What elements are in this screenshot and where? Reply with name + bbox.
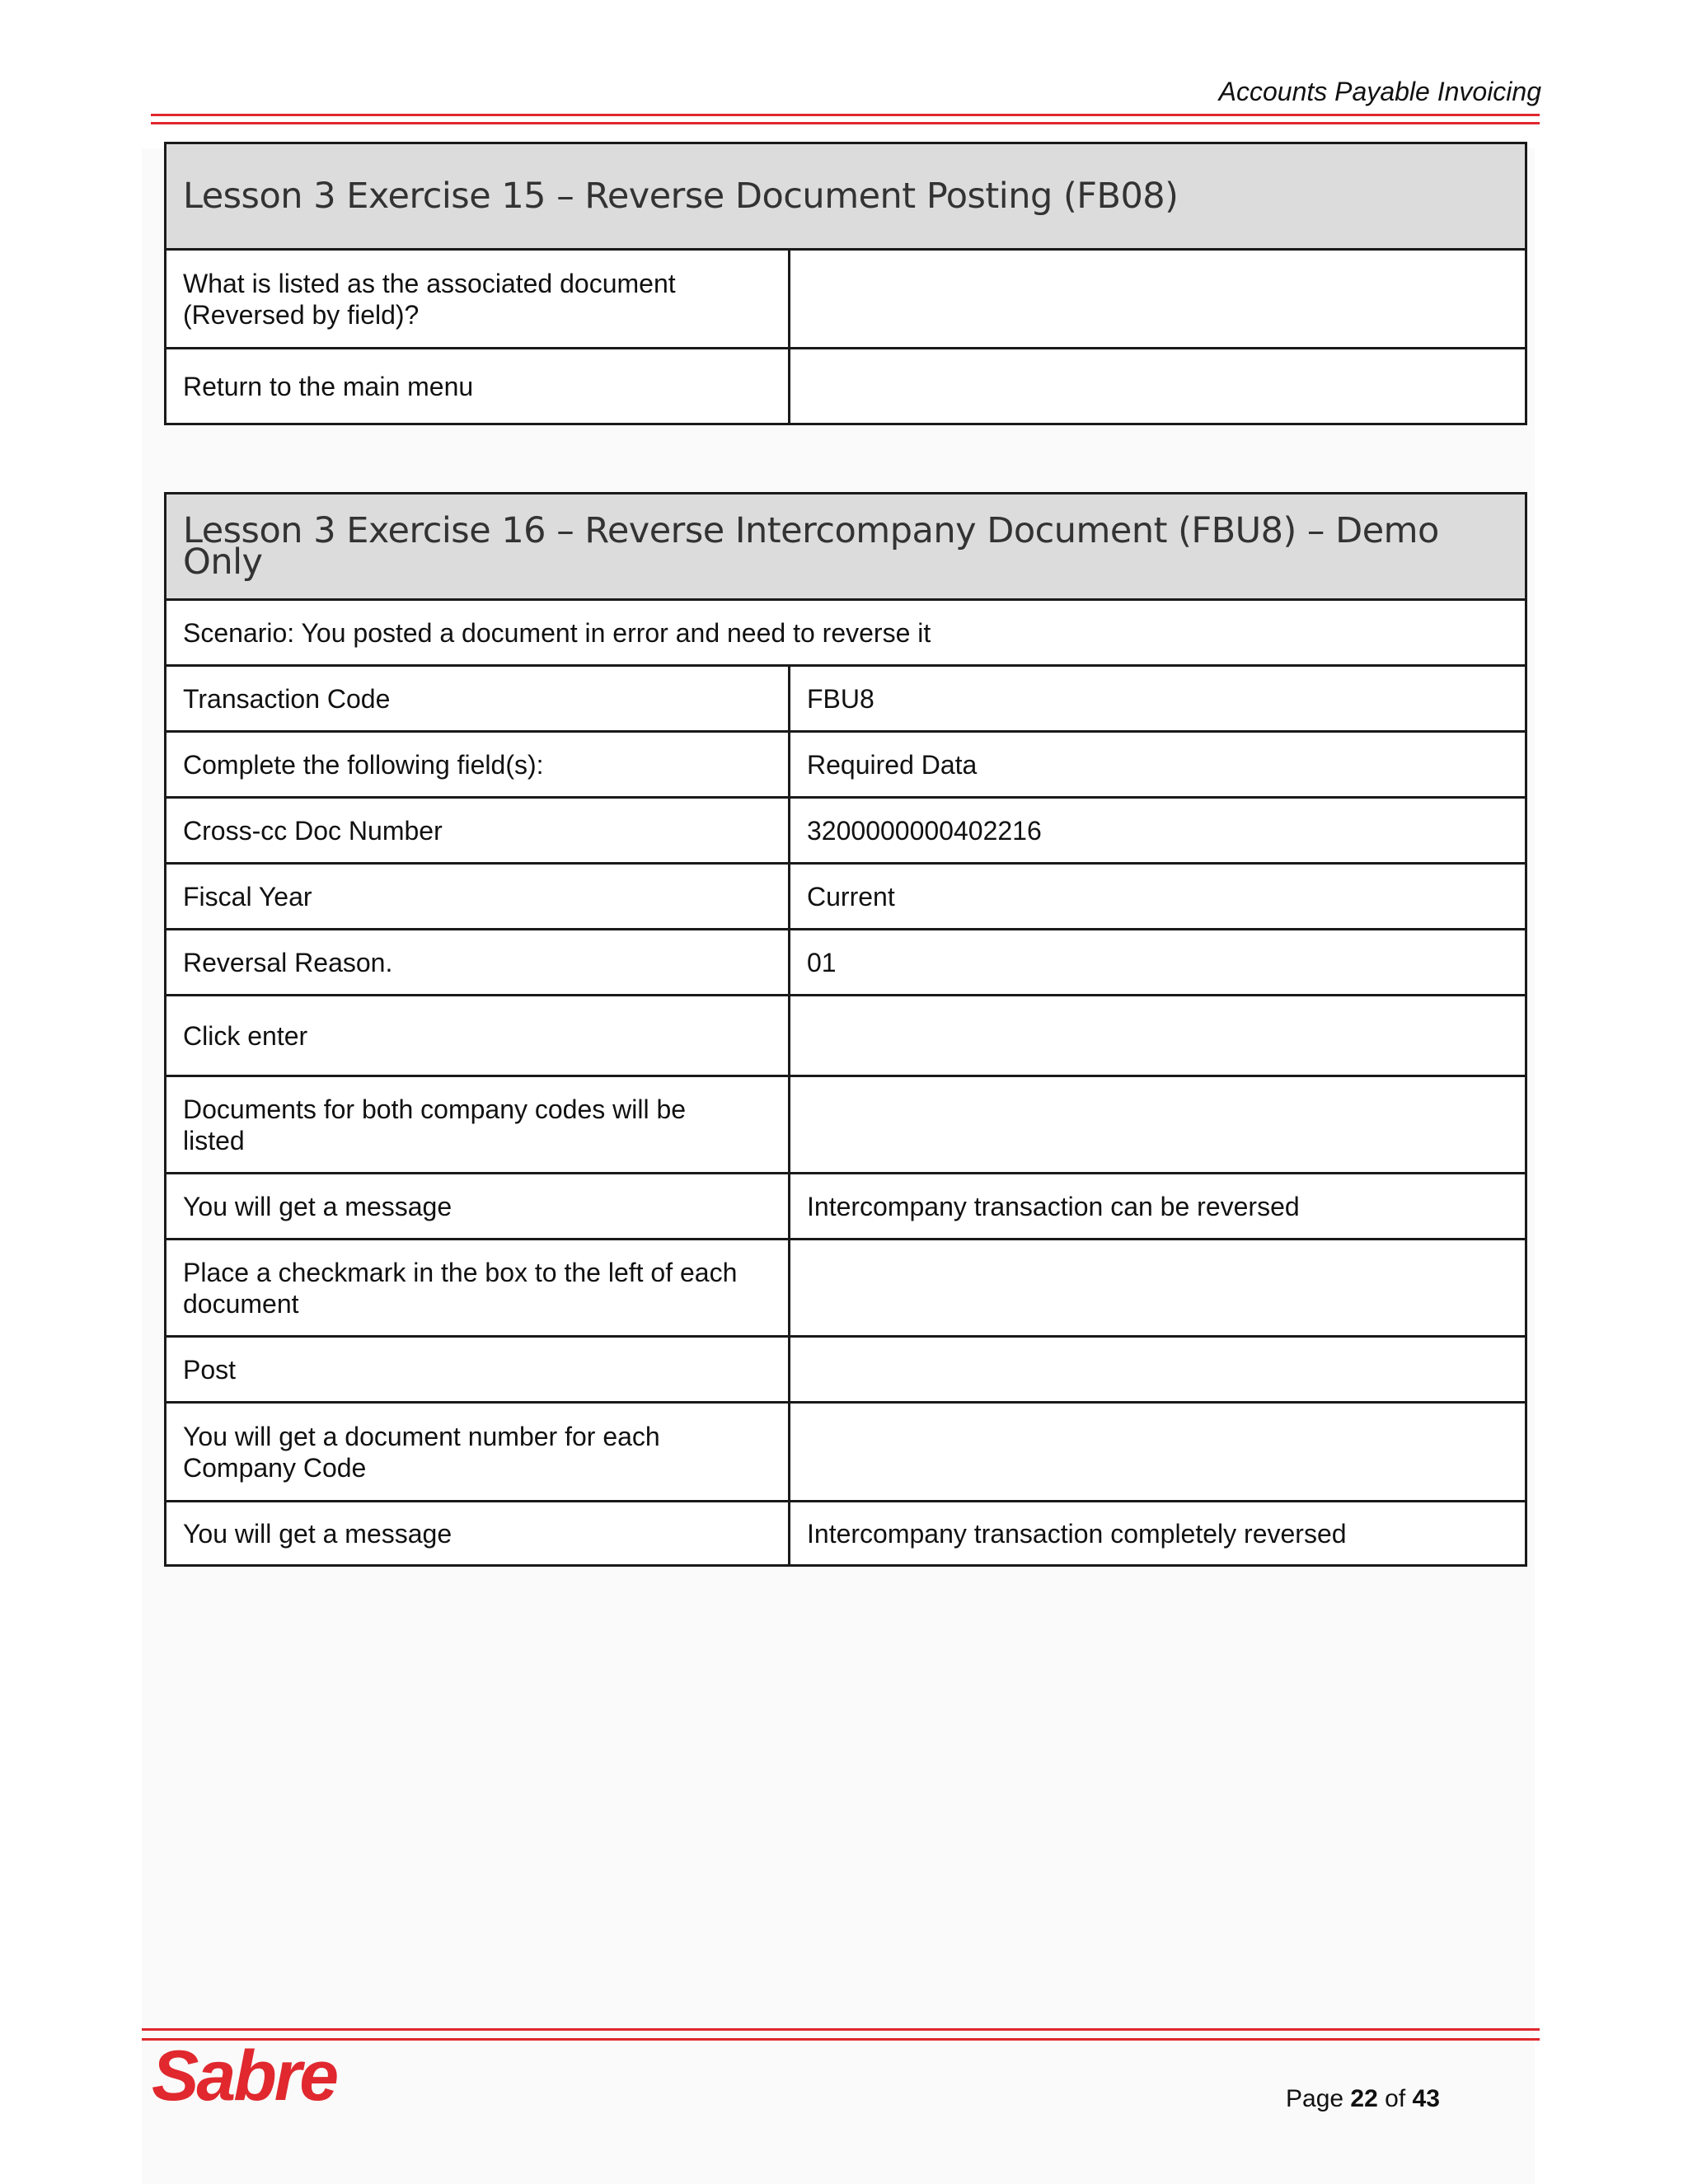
sabre-logo-text: Sabre (152, 2042, 337, 2113)
exercise-16-row-10-right (790, 1403, 1526, 1502)
exercise-16-row-0-left: Transaction Code (166, 666, 790, 732)
table-row (166, 996, 1526, 1076)
exercise-16-row-9-left: Post (166, 1337, 790, 1403)
exercise-16-row-8-right (790, 1240, 1526, 1337)
exercise-16-row-4-left: Reversal Reason. (166, 930, 790, 996)
page-label: Page (1286, 2085, 1344, 2112)
exercise-16-table (164, 492, 1527, 1567)
exercise-16-row-1-left: Complete the following field(s): (166, 732, 790, 798)
table-row (166, 732, 1526, 798)
table-row (166, 666, 1526, 732)
exercise-15-table (164, 142, 1527, 425)
table-row (166, 798, 1526, 864)
exercise-16-row-0-right: FBU8 (790, 666, 1526, 732)
header-rule (151, 114, 1540, 116)
exercise-16-row-9-right (790, 1337, 1526, 1403)
table-row (166, 1502, 1526, 1566)
exercise-15-row-0-left: What is listed as the associated document (Reversed by field)? (166, 250, 790, 349)
table-row (166, 600, 1526, 666)
footer-rule (142, 2038, 1540, 2041)
exercise-16-row-11-right: Intercompany transaction completely reversed (790, 1502, 1526, 1566)
exercise-16-row-4-right: 01 (790, 930, 1526, 996)
exercise-15-row-1-right (790, 349, 1526, 424)
exercise-16-row-2-left: Cross-cc Doc Number (166, 798, 790, 864)
exercise-16-row-7-right: Intercompany transaction can be reversed (790, 1174, 1526, 1240)
exercise-16-row-2-right: 3200000000402216 (790, 798, 1526, 864)
exercise-16-row-7-left: You will get a message (166, 1174, 790, 1240)
table-row (166, 1240, 1526, 1337)
exercise-16-row-3-right: Current (790, 864, 1526, 930)
exercise-15-row-1-left: Return to the main menu (166, 349, 790, 424)
sabre-logo (150, 2042, 407, 2113)
table-row (166, 864, 1526, 930)
exercise-16-row-3-left: Fiscal Year (166, 864, 790, 930)
table-row (166, 1174, 1526, 1240)
page-current: 22 (1350, 2085, 1378, 2112)
footer-rule (142, 2028, 1540, 2031)
table-row (166, 250, 1526, 349)
exercise-16-row-1-right: Required Data (790, 732, 1526, 798)
exercise-16-row-6-left: Documents for both company codes will be listed (166, 1076, 790, 1174)
table-row (166, 1403, 1526, 1502)
exercise-15-title: Lesson 3 Exercise 15 – Reverse Document Posting (FB08) (166, 143, 1526, 250)
header-title: Accounts Payable Invoicing (1218, 77, 1541, 106)
table-row (166, 1337, 1526, 1403)
table-row (166, 1076, 1526, 1174)
exercise-16-row-6-right (790, 1076, 1526, 1174)
page-number (1286, 2085, 1440, 2113)
page-total: 43 (1412, 2085, 1440, 2112)
exercise-16-row-11-left: You will get a message (166, 1502, 790, 1566)
exercise-15-row-0-right (790, 250, 1526, 349)
exercise-16-row-8-left: Place a checkmark in the box to the left of each document (166, 1240, 790, 1337)
header-rule (151, 122, 1540, 124)
exercise-16-row-10-left: You will get a document number for each Company Code (166, 1403, 790, 1502)
page-of: of (1385, 2085, 1406, 2112)
table-row (166, 930, 1526, 996)
table-row (166, 349, 1526, 424)
exercise-16-title: Lesson 3 Exercise 16 – Reverse Intercompany Document (FBU8) – Demo Only (166, 494, 1526, 600)
exercise-16-row-5-right (790, 996, 1526, 1076)
exercise-16-row-5-left: Click enter (166, 996, 790, 1076)
exercise-16-scenario: Scenario: You posted a document in error and need to reverse it (166, 600, 1526, 666)
